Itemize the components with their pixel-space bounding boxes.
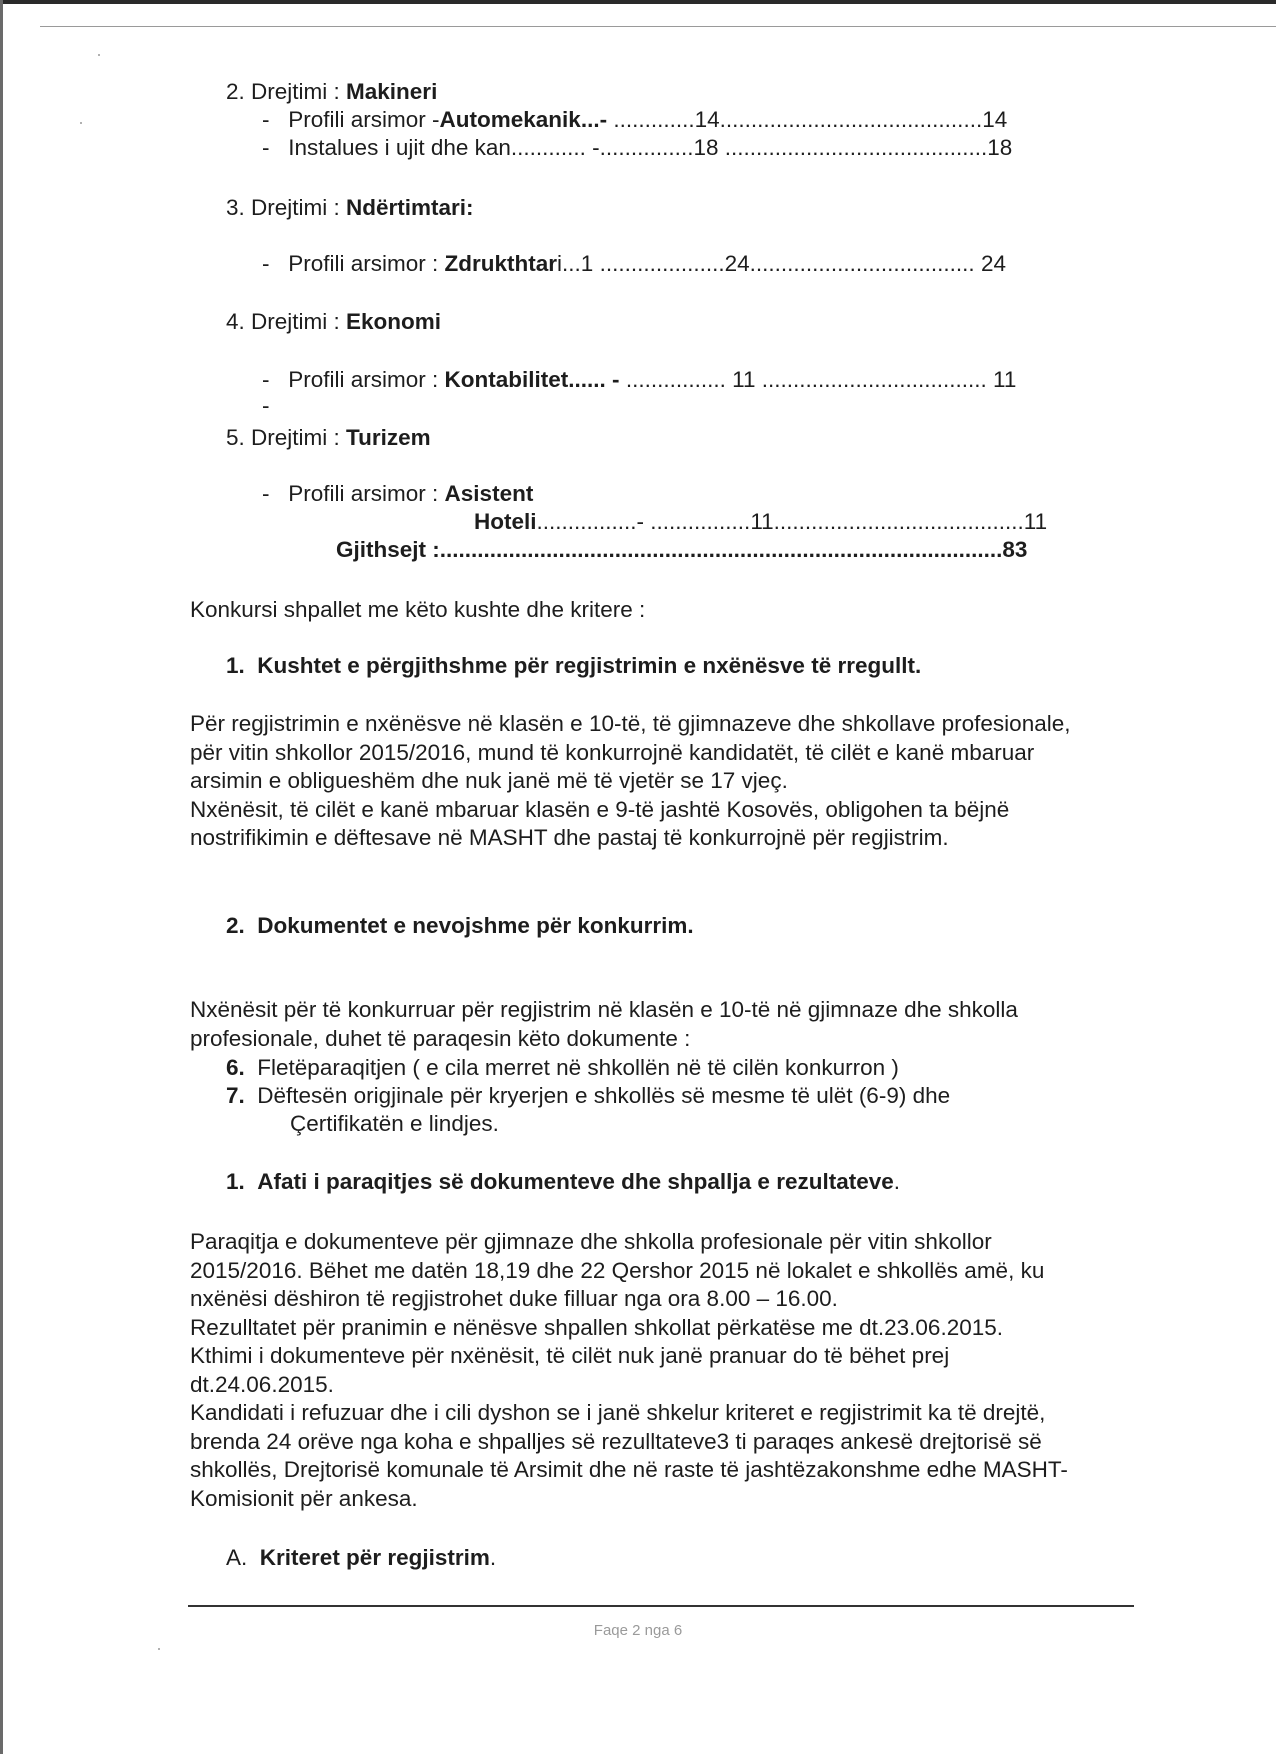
document-item-cont: Çertifikatën e lindjes. — [290, 1111, 499, 1136]
scan-speck — [80, 122, 82, 124]
drejtimi-heading: 5. Drejtimi : Turizem — [226, 425, 431, 450]
paragraph-line: Kandidati i refuzuar dhe i cili dyshon se i janë shkelur kriteret e regjistrimit ka të drejtë, — [190, 1400, 1046, 1425]
intro-text: Konkursi shpallet me këto kushte dhe kritere : — [190, 597, 646, 622]
paragraph-line: nostrifikimin e dëftesave në MASHT dhe pastaj të konkurrojnë për regjistrim. — [190, 825, 949, 850]
profile-line-cont: Hoteli................- ................11........................................11 — [474, 509, 1048, 534]
paragraph-line: Për regjistrimin e nxënësve në klasën e 10-të, të gjimnazeve dhe shkollave profesionale, — [190, 711, 1071, 736]
paragraph-line: profesionale, duhet të paraqesin këto dokumente : — [190, 1025, 691, 1051]
scan-edge-top — [0, 0, 1276, 4]
total-line: Gjithsejt :..........................................................................................83 — [336, 537, 1028, 562]
page-number: Faqe 2 nga 6 — [593, 1622, 683, 1639]
paragraph-line: Nxënësit për të konkurruar për regjistrim në klasën e 10-të në gjimnaze dhe shkolla — [190, 997, 1018, 1022]
paragraph-line: Nxënësit, të cilët e kanë mbaruar klasën e 9-të jashtë Kosovës, obligohen ta bëjnë — [190, 796, 1010, 822]
profile-line: - Profili arsimor -Automekanik...- .............14..........................................14 — [262, 107, 1008, 132]
profile-line: - Profili arsimor : Zdrukthtari...1 ....................24.................................... 24 — [262, 251, 1006, 276]
paragraph-line: Paraqitja e dokumenteve për gjimnaze dhe shkolla profesionale për vitin shkollor — [190, 1229, 992, 1254]
paragraph-line: Kthimi i dokumenteve për nxënësit, të cilët nuk janë pranuar do të bëhet prej — [190, 1343, 950, 1368]
scan-speck — [158, 1648, 160, 1650]
paragraph-line: Komisionit për ankesa. — [190, 1485, 418, 1511]
scan-edge-left — [0, 0, 3, 1754]
scan-speck — [98, 54, 100, 56]
document-item: 6. Fletëparaqitjen ( e cila merret në shkollën në të cilën konkurron ) — [226, 1055, 899, 1080]
paragraph-line: dt.24.06.2015. — [190, 1371, 334, 1397]
paragraph-line: shkollës, Drejtorisë komunale të Arsimit dhe në raste të jashtëzakonshme edhe MASHT- — [190, 1457, 1068, 1482]
paragraph-line: arsimin e obligueshëm dhe nuk janë më të vjetër se 17 vjeç. — [190, 768, 788, 793]
profile-line: - Profili arsimor : Asistent — [262, 481, 534, 506]
drejtimi-heading: 3. Drejtimi : Ndërtimtari: — [226, 195, 474, 220]
section-heading: 2. Dokumentet e nevojshme për konkurrim. — [226, 913, 694, 938]
footer-divider — [188, 1605, 1134, 1607]
profile-line: - Profili arsimor : Kontabilitet...... - ................ 11 .................................... 11 — [262, 367, 1017, 392]
drejtimi-heading: 2. Drejtimi : Makineri — [226, 79, 438, 104]
section-heading: A. Kriteret për regjistrim. — [226, 1545, 497, 1570]
stray-dash: - — [262, 393, 270, 418]
paragraph-line: nxënësi dëshiron të regjistrohet duke filluar nga ora 8.00 – 16.00. — [190, 1286, 838, 1311]
paragraph-dokumentet — [190, 996, 1018, 1053]
paragraph-afati — [190, 1228, 1068, 1513]
drejtimi-heading: 4. Drejtimi : Ekonomi — [226, 309, 442, 334]
paragraph-line: për vitin shkollor 2015/2016, mund të konkurrojnë kandidatët, të cilët e kanë mbaruar — [190, 739, 1035, 765]
profile-line: - Instalues i ujit dhe kan............ -...............18 ..........................................18 — [262, 135, 1013, 160]
paragraph-kushtet — [190, 710, 1071, 853]
document-item: 7. Dëftesën origjinale për kryerjen e shkollës së mesme të ulët (6-9) dhe — [226, 1083, 951, 1108]
paragraph-line: brenda 24 orëve nga koha e shpalljes së rezulltateve3 ti paraqes ankesë drejtorisë së — [190, 1428, 1042, 1454]
paragraph-line: 2015/2016. Bëhet me datën 18,19 dhe 22 Qershor 2015 në lokalet e shkollës amë, ku — [190, 1257, 1045, 1283]
scan-line — [40, 26, 1276, 27]
section-heading: 1. Afati i paraqitjes së dokumenteve dhe shpallja e rezultateve. — [226, 1169, 901, 1194]
section-heading: 1. Kushtet e përgjithshme për regjistrimin e nxënësve të rregullt. — [226, 653, 922, 678]
paragraph-line: Rezulltatet për pranimin e nënësve shpallen shkollat përkatëse me dt.23.06.2015. — [190, 1314, 1003, 1340]
